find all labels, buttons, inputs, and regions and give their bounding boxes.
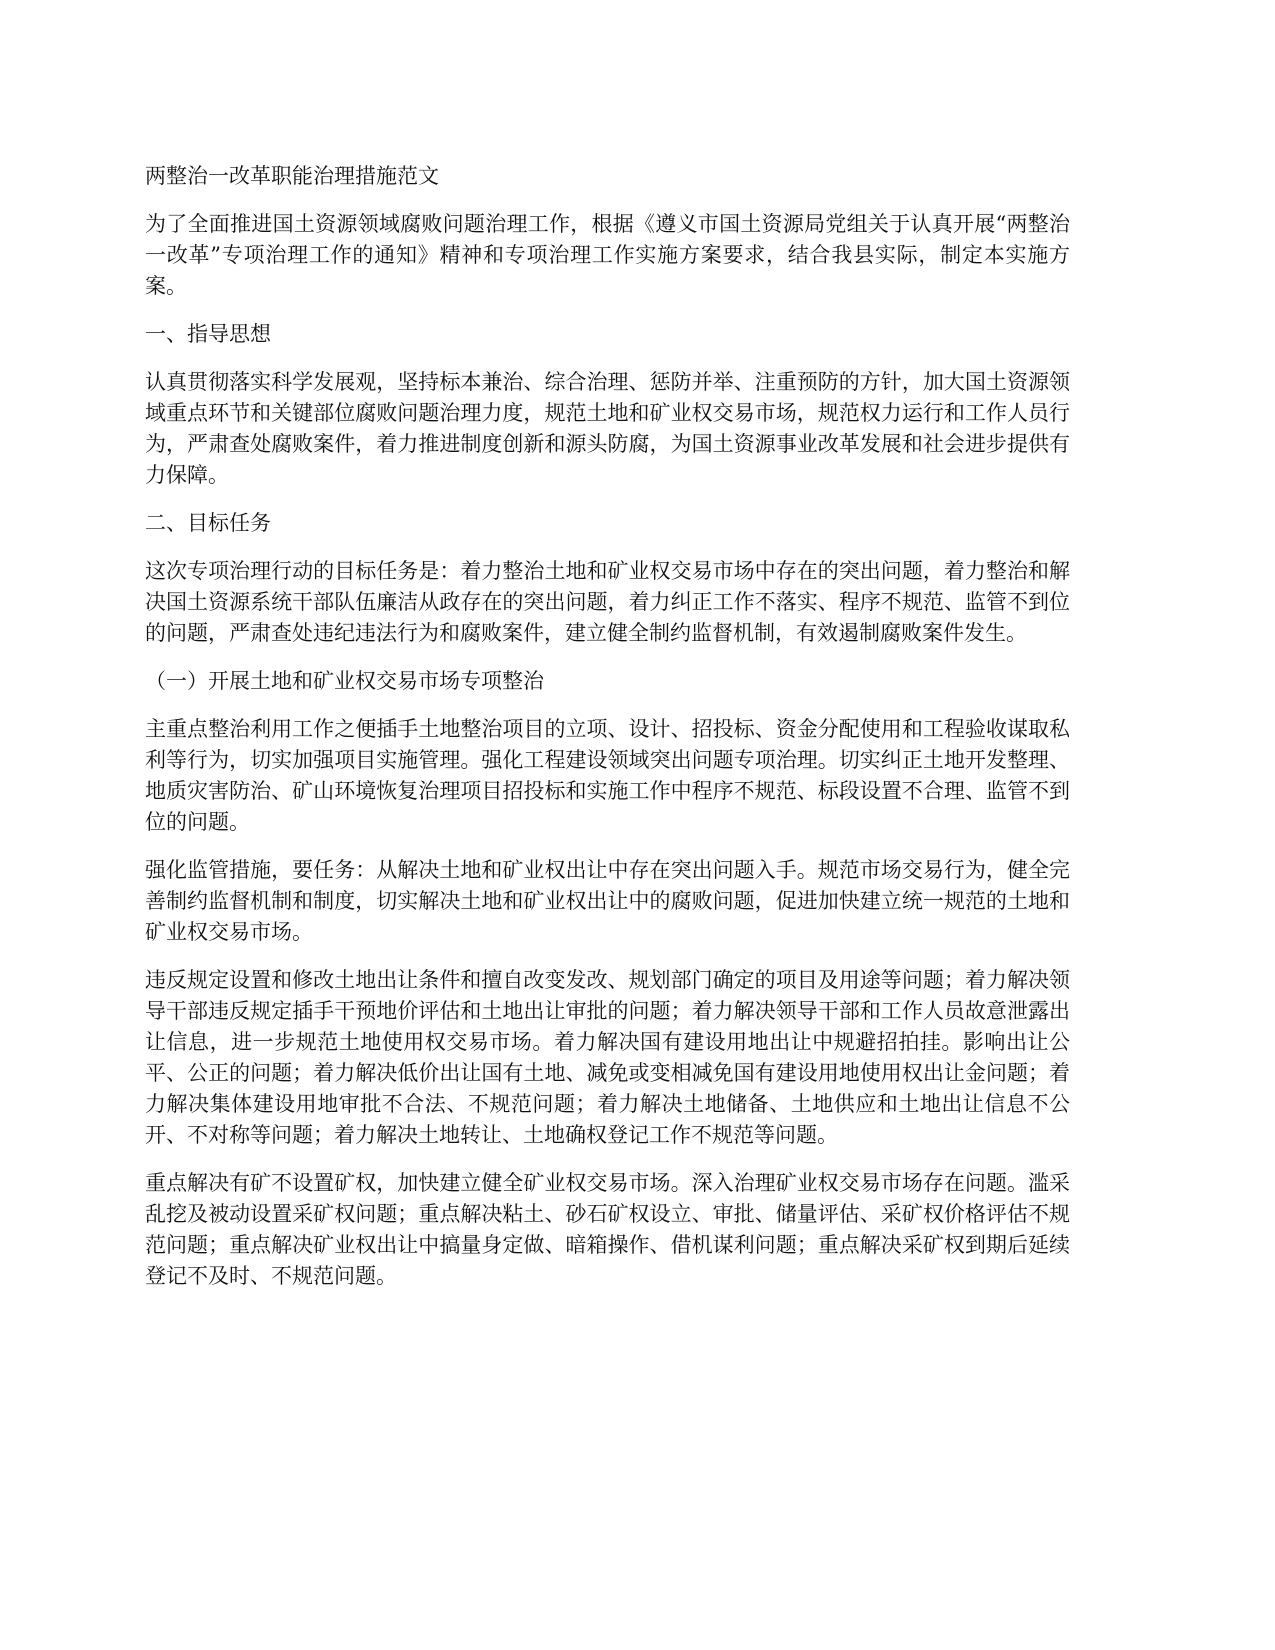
paragraph-land-remediation-projects: 主重点整治利用工作之便插手土地整治项目的立项、设计、招投标、资金分配使用和工程验收谋取私利等行为，切实加强项目实施管理。强化工程建设领域突出问题专项治理。切实纠正土地开发整理、地质灾害防治、矿山环境恢复治理项目招投标和实施工作中程序不规范、标段设置不合理、监管不到位的问题。 xyxy=(145,717,1070,834)
paragraph-intro: 为了全面推进国土资源领域腐败问题治理工作，根据《遵义市国土资源局党组关于认真开展“两整治一改革”专项治理工作的通知》精神和专项治理工作实施方案要求，结合我县实际，制定本实施方案。 xyxy=(145,212,1070,298)
section-heading-goals-tasks: 二、目标任务 xyxy=(145,511,271,535)
paragraph-goals-tasks: 这次专项治理行动的目标任务是：着力整治土地和矿业权交易市场中存在的突出问题，着力整治和解决国土资源系统干部队伍廉洁从政存在的突出问题，着力纠正工作不落实、程序不规范、监管不到位的问题，严肃查处违纪违法行为和腐败案件，建立健全制约监督机制，有效遏制腐败案件发生。 xyxy=(145,559,1070,645)
paragraph-guiding-ideology: 认真贯彻落实科学发展观，坚持标本兼治、综合治理、惩防并举、注重预防的方针，加大国土资源领域重点环节和关键部位腐败问题治理力度，规范土地和矿业权交易市场，规范权力运行和工作人员行为，严肃查处腐败案件，着力推进制度创新和源头防腐，为国土资源事业改革发展和社会进步提供有力保障。 xyxy=(145,370,1070,487)
paragraph-supervision-measures: 强化监管措施，要任务：从解决土地和矿业权出让中存在突出问题入手。规范市场交易行为，健全完善制约监督机制和制度，切实解决土地和矿业权出让中的腐败问题，促进加快建立统一规范的土地和矿业权交易市场。 xyxy=(145,858,1070,944)
section-heading-guiding-ideology: 一、指导思想 xyxy=(145,322,271,346)
paragraph-mining-rights-issues: 重点解决有矿不设置矿权，加快建立健全矿业权交易市场。深入治理矿业权交易市场存在问题。滥采乱挖及被动设置采矿权问题；重点解决粘土、砂石矿权设立、审批、储量评估、采矿权价格评估不规范问题；重点解决矿业权出让中搞量身定做、暗箱操作、借机谋利问题；重点解决采矿权到期后延续登记不及时、不规范问题。 xyxy=(145,1171,1070,1288)
subsection-heading-market-rectification: （一）开展土地和矿业权交易市场专项整治 xyxy=(145,669,544,693)
document-title: 两整治一改革职能治理措施范文 xyxy=(145,164,439,188)
document-page xyxy=(145,161,1070,1309)
paragraph-land-transfer-issues: 违反规定设置和修改土地出让条件和擅自改变发改、规划部门确定的项目及用途等问题；着力解决领导干部违反规定插手干预地价评估和土地出让审批的问题；着力解决领导干部和工作人员故意泄露出让信息，进一步规范土地使用权交易市场。着力解决国有建设用地出让中规避招拍挂。影响出让公平、公正的问题；着力解决低价出让国有土地、减免或变相减免国有建设用地使用权出让金问题；着力解决集体建设用地审批不合法、不规范问题；着力解决土地储备、土地供应和土地出让信息不公开、不对称等问题；着力解决土地转让、土地确权登记工作不规范等问题。 xyxy=(145,968,1070,1147)
